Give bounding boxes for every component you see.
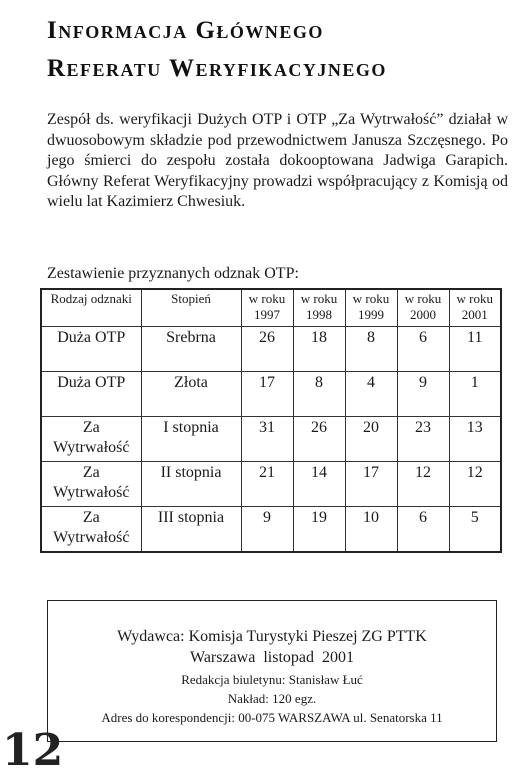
cell-type: Duża OTP — [41, 372, 141, 417]
cell-value: 9 — [241, 507, 293, 553]
cell-value: 9 — [397, 372, 449, 417]
cell-value: 12 — [449, 462, 501, 507]
cell-value: 20 — [345, 417, 397, 462]
title-line-1: Informacja Głównego — [47, 17, 324, 44]
place-date-line: Warszawa listopad 2001 — [190, 649, 354, 666]
cell-type: Za Wytrwałość — [41, 507, 141, 553]
cell-type: Za Wytrwałość — [41, 462, 141, 507]
publisher-line: Wydawca: Komisja Turystyki Pieszej ZG PTTK — [117, 628, 427, 645]
cell-value: 6 — [397, 327, 449, 372]
cell-value: 14 — [293, 462, 345, 507]
cell-value: 8 — [345, 327, 397, 372]
cell-degree: Złota — [141, 372, 241, 417]
cell-value: 26 — [241, 327, 293, 372]
cell-value: 13 — [449, 417, 501, 462]
cell-type: Duża OTP — [41, 327, 141, 372]
table-row — [41, 327, 501, 372]
cell-value: 17 — [241, 372, 293, 417]
page-title — [47, 12, 507, 88]
cell-value: 12 — [397, 462, 449, 507]
cell-value: 1 — [449, 372, 501, 417]
table-row — [41, 417, 501, 462]
header-year-1998: w roku 1998 — [293, 289, 345, 327]
cell-degree: III stopnia — [141, 507, 241, 553]
cell-value: 10 — [345, 507, 397, 553]
cell-value: 17 — [345, 462, 397, 507]
cell-value: 19 — [293, 507, 345, 553]
cell-value: 4 — [345, 372, 397, 417]
header-degree: Stopień — [141, 289, 241, 327]
header-year-2000: w roku 2000 — [397, 289, 449, 327]
cell-degree: Srebrna — [141, 327, 241, 372]
table-header-row — [41, 289, 501, 327]
cell-value: 11 — [449, 327, 501, 372]
header-badge-type: Rodzaj odznaki — [41, 289, 141, 327]
header-year-1999: w roku 1999 — [345, 289, 397, 327]
cell-value: 6 — [397, 507, 449, 553]
table-caption: Zestawienie przyznanych odznak OTP: — [47, 265, 299, 282]
cell-value: 23 — [397, 417, 449, 462]
cell-value: 5 — [449, 507, 501, 553]
cell-value: 31 — [241, 417, 293, 462]
print-run-line: Nakład: 120 egz. — [227, 691, 317, 706]
address-line: Adres do korespondencji: 00-075 WARSZAWA ul. Senatorska 11 — [101, 710, 443, 725]
header-year-2001: w roku 2001 — [449, 289, 501, 327]
cell-value: 18 — [293, 327, 345, 372]
cell-type: Za Wytrwałość — [41, 417, 141, 462]
header-year-1997: w roku 1997 — [241, 289, 293, 327]
table-row — [41, 507, 501, 553]
page-number: 12 — [2, 725, 64, 776]
cell-value: 21 — [241, 462, 293, 507]
cell-degree: I stopnia — [141, 417, 241, 462]
title-line-2: Referatu Weryfikacyjnego — [47, 55, 387, 82]
body-paragraph: Zespół ds. weryfikacji Dużych OTP i OTP „Za Wytrwałość” działał w dwuosobowym składzie pod przewodnictwem Janusza Szczęsnego. Po jego śmierci do zespołu została dokooptowana Jadwiga Garapich. Główny Referat Weryfikacyjny prowadzi współpracujący z Komisją od wielu lat Kazimierz Chwesiuk. — [47, 111, 508, 210]
badges-table — [40, 288, 502, 553]
table-row — [41, 372, 501, 417]
editor-line: Redakcja biuletynu: Stanisław Łuć — [181, 672, 363, 687]
cell-value: 8 — [293, 372, 345, 417]
publisher-box — [47, 600, 497, 742]
cell-degree: II stopnia — [141, 462, 241, 507]
table-row — [41, 462, 501, 507]
cell-value: 26 — [293, 417, 345, 462]
